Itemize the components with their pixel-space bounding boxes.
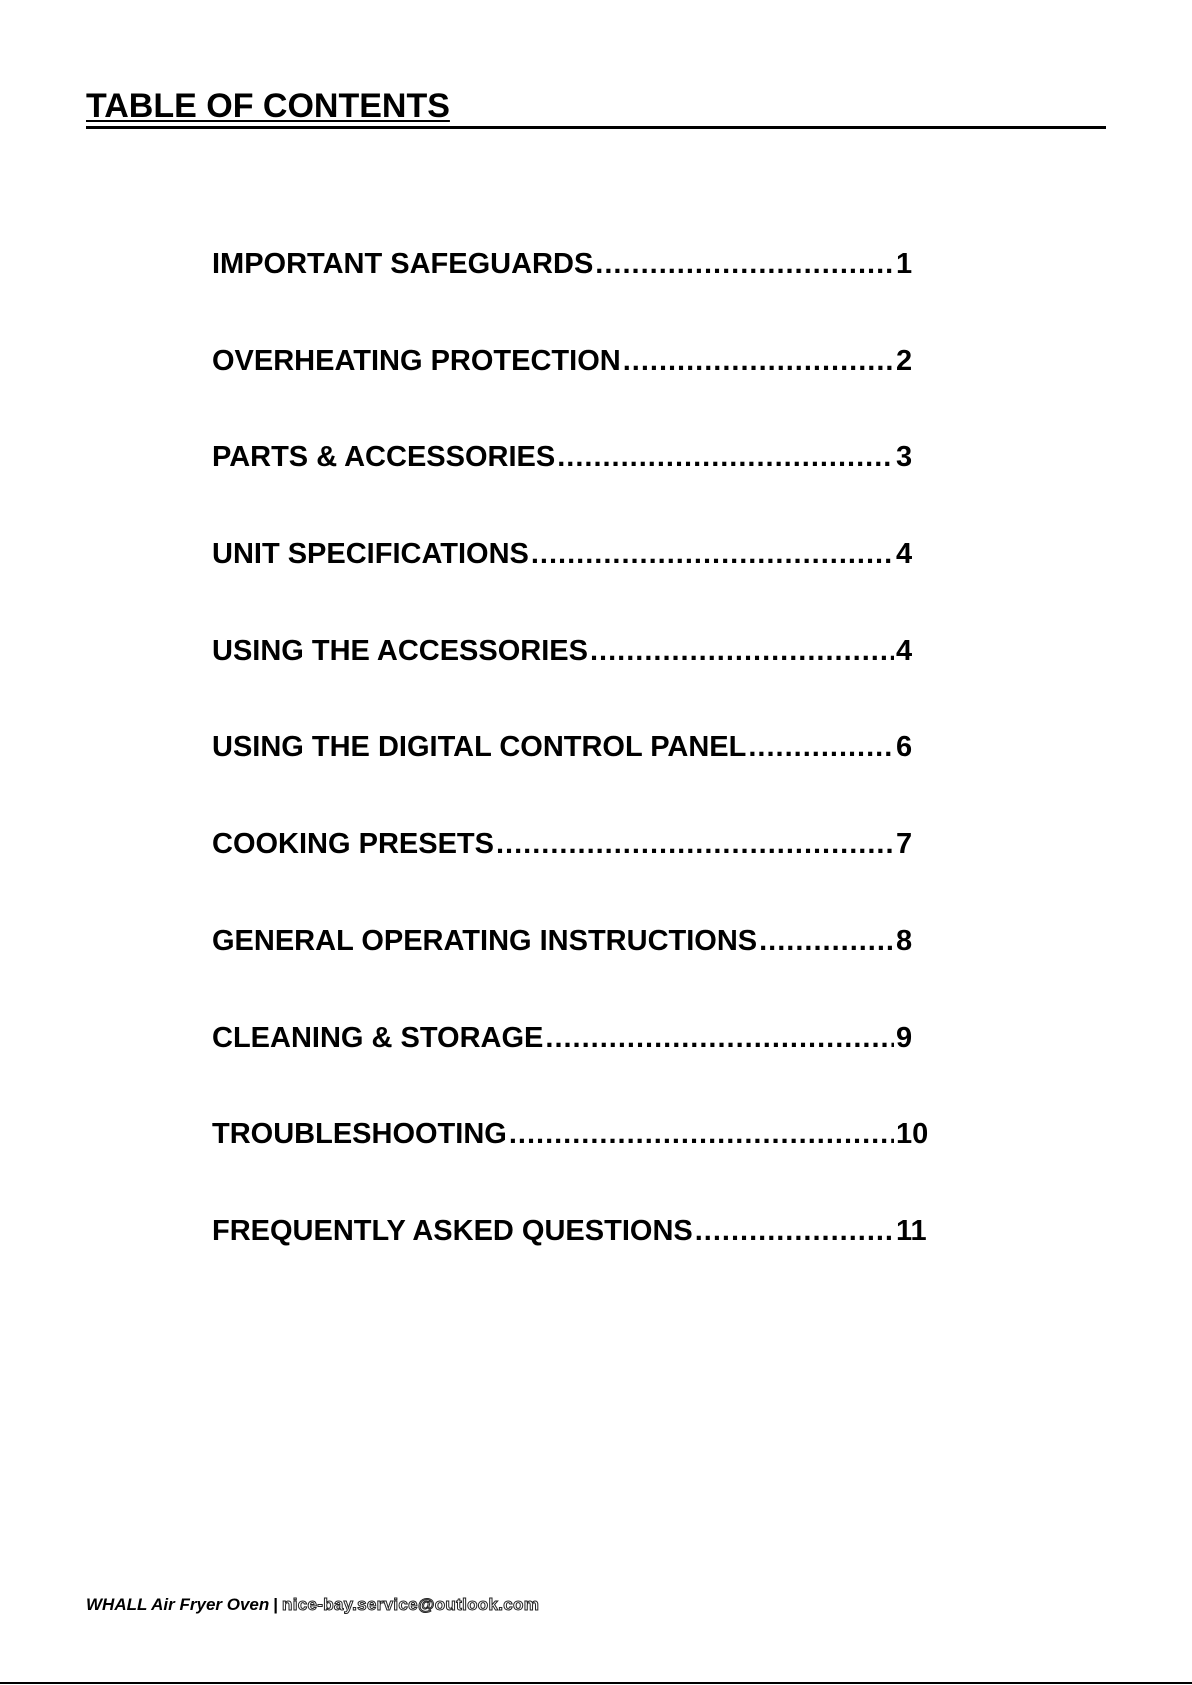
toc-entry[interactable]: [212, 1215, 932, 1312]
toc-entry-label: USING THE DIGITAL CONTROL PANEL: [212, 731, 747, 764]
toc-entry-page: 7: [896, 828, 913, 861]
toc-dot-leader: [748, 731, 894, 764]
toc-dot-leader: [531, 538, 894, 571]
toc-entry[interactable]: [212, 828, 932, 925]
toc-entry-page: 9: [896, 1021, 913, 1054]
toc-entry-page: 11: [896, 1214, 927, 1247]
table-of-contents: [212, 248, 932, 1312]
toc-entry-page: 2: [896, 344, 913, 377]
bottom-rule: [0, 1682, 1192, 1684]
toc-entry[interactable]: [212, 635, 932, 732]
toc-dot-leader: [595, 248, 894, 281]
toc-entry-label: PARTS & ACCESSORIES: [212, 441, 556, 474]
toc-entry[interactable]: [212, 1118, 932, 1215]
toc-dot-leader: [590, 635, 894, 668]
toc-entry[interactable]: [212, 538, 932, 635]
footer-brand: WHALL Air Fryer Oven: [86, 1595, 270, 1614]
toc-entry-label: CLEANING & STORAGE: [212, 1021, 544, 1054]
toc-entry-page: 10: [896, 1118, 929, 1151]
toc-entry-label: OVERHEATING PROTECTION: [212, 344, 621, 377]
toc-entry[interactable]: [212, 345, 932, 442]
toc-dot-leader: [557, 441, 894, 474]
toc-entry-page: 4: [896, 634, 913, 667]
toc-entry-label: FREQUENTLY ASKED QUESTIONS: [212, 1214, 693, 1247]
toc-entry-page: 8: [896, 924, 913, 957]
page-title: TABLE OF CONTENTS: [86, 86, 1106, 129]
toc-entry-label: TROUBLESHOOTING: [212, 1118, 507, 1151]
toc-entry-page: 4: [896, 538, 913, 571]
toc-entry[interactable]: [212, 925, 932, 1022]
toc-entry[interactable]: [212, 248, 932, 345]
toc-dot-leader: [695, 1215, 894, 1248]
toc-entry-page: 1: [896, 248, 913, 280]
toc-entry[interactable]: [212, 731, 932, 828]
toc-dot-leader: [759, 925, 894, 958]
toc-dot-leader: [496, 828, 894, 861]
toc-entry-page: 6: [896, 731, 913, 764]
toc-entry-page: 3: [896, 441, 913, 474]
page-footer: [86, 1594, 539, 1616]
toc-entry-label: UNIT SPECIFICATIONS: [212, 538, 529, 571]
toc-dot-leader: [545, 1022, 894, 1055]
toc-entry[interactable]: [212, 441, 932, 538]
footer-email-link[interactable]: nice-bay.service@outlook.com: [282, 1595, 540, 1614]
toc-entry[interactable]: [212, 1022, 932, 1119]
toc-entry-label: COOKING PRESETS: [212, 828, 494, 861]
footer-separator: |: [273, 1595, 279, 1614]
toc-entry-label: GENERAL OPERATING INSTRUCTIONS: [212, 924, 758, 957]
toc-entry-label: USING THE ACCESSORIES: [212, 634, 588, 667]
toc-entry-label: IMPORTANT SAFEGUARDS: [212, 248, 594, 280]
toc-dot-leader: [623, 345, 894, 378]
toc-dot-leader: [509, 1118, 894, 1151]
